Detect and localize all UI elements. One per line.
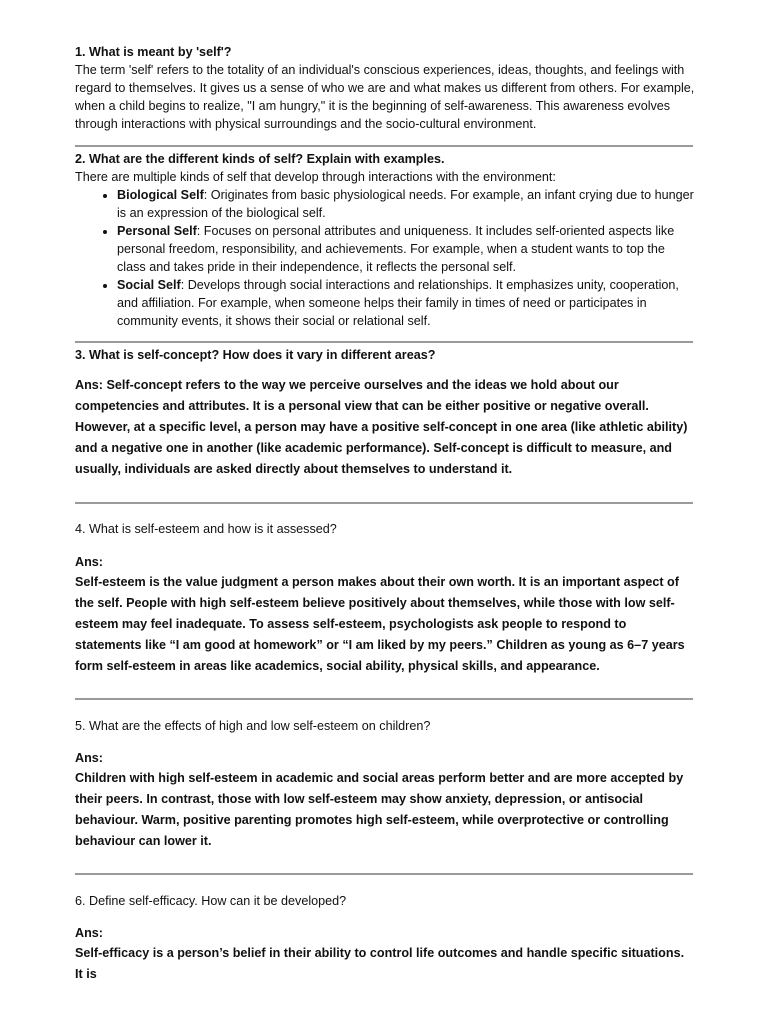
question-4-answer: Self-esteem is the value judgment a person makes about their own worth. It is an important aspect of the self. People with high self-esteem believe positively about themselves, while those with low self-esteem may feel inadequate. To assess self-esteem, psychologists ask people to respond to statements like “I am good at homework” or “I am liked by my peers.” Children as young as 6–7 years form self-esteem in areas like academics, social ability, physical skills, and appearance. <box>75 575 685 673</box>
list-item-text: : Focuses on personal attributes and uniqueness. It includes self-oriented aspects like personal freedom, responsibility, and achievements. For example, when a student wants to top the class and takes pride in their independence, it reflects the personal self. <box>117 224 675 274</box>
question-4-answer-block <box>75 552 695 677</box>
question-5-section <box>75 718 695 735</box>
question-1-heading: 1. What is meant by 'self'? <box>75 45 232 59</box>
divider <box>75 341 693 343</box>
kinds-of-self-list <box>75 186 695 330</box>
divider <box>75 145 693 147</box>
question-4-heading: 4. What is self-esteem and how is it assessed? <box>75 522 337 536</box>
answer-label: Ans: <box>75 555 103 569</box>
question-2-section <box>75 151 695 330</box>
question-4-section <box>75 521 695 538</box>
divider <box>75 873 693 875</box>
question-1-answer: The term 'self' refers to the totality of an individual's conscious experiences, ideas, thoughts, and feelings with regard to themselves. It gives us a sense of who we are and what makes us different from others. For example, when a child begins to realize, "I am hungry," it is the beginning of self-awareness. This awareness evolves through interactions with physical surroundings and the socio-cultural environment. <box>75 63 695 131</box>
list-item-term: Personal Self <box>117 224 197 238</box>
question-3-answer: Ans: Self-concept refers to the way we perceive ourselves and the ideas we hold about our competencies and attributes. It is a personal view that can be either positive or negative overall. However, at a specific level, a person may have a positive self-concept in one area (like athletic ability) and a negative one in another (like academic performance). Self-concept is difficult to measure, and usually, individuals are asked directly about themselves to understand it. <box>75 378 688 476</box>
answer-label: Ans: <box>75 751 103 765</box>
divider <box>75 698 693 700</box>
question-3-section <box>75 347 695 364</box>
question-5-answer: Children with high self-esteem in academic and social areas perform better and are more accepted by their peers. In contrast, those with low self-esteem may show anxiety, depression, or antisocial behaviour. Warm, positive parenting promotes high self-esteem, while overprotective or controlling behaviour can lower it. <box>75 771 684 848</box>
divider <box>75 502 693 504</box>
question-6-answer-block <box>75 923 695 985</box>
list-item <box>117 186 695 222</box>
question-6-section <box>75 893 695 910</box>
answer-label: Ans: <box>75 926 103 940</box>
question-5-heading: 5. What are the effects of high and low self-esteem on children? <box>75 719 431 733</box>
list-item-term: Social Self <box>117 278 181 292</box>
list-item <box>117 222 695 276</box>
question-3-answer-block <box>75 375 695 480</box>
list-item <box>117 276 695 330</box>
question-2-intro: There are multiple kinds of self that develop through interactions with the environment: <box>75 170 556 184</box>
question-1-section <box>75 44 695 133</box>
question-6-heading: 6. Define self-efficacy. How can it be developed? <box>75 894 347 908</box>
list-item-term: Biological Self <box>117 188 204 202</box>
question-2-heading: 2. What are the different kinds of self? Explain with examples. <box>75 152 445 166</box>
list-item-text: : Develops through social interactions and relationships. It emphasizes unity, cooperation, and affiliation. For example, when someone helps their family in times of need or participates in community events, it shows their social or relational self. <box>117 278 679 328</box>
list-item-text: : Originates from basic physiological needs. For example, an infant crying due to hunger is an expression of the biological self. <box>117 188 694 220</box>
question-6-answer: Self-efficacy is a person’s belief in their ability to control life outcomes and handle specific situations. It is <box>75 946 685 981</box>
question-3-heading: 3. What is self-concept? How does it vary in different areas? <box>75 348 436 362</box>
question-5-answer-block <box>75 748 695 852</box>
